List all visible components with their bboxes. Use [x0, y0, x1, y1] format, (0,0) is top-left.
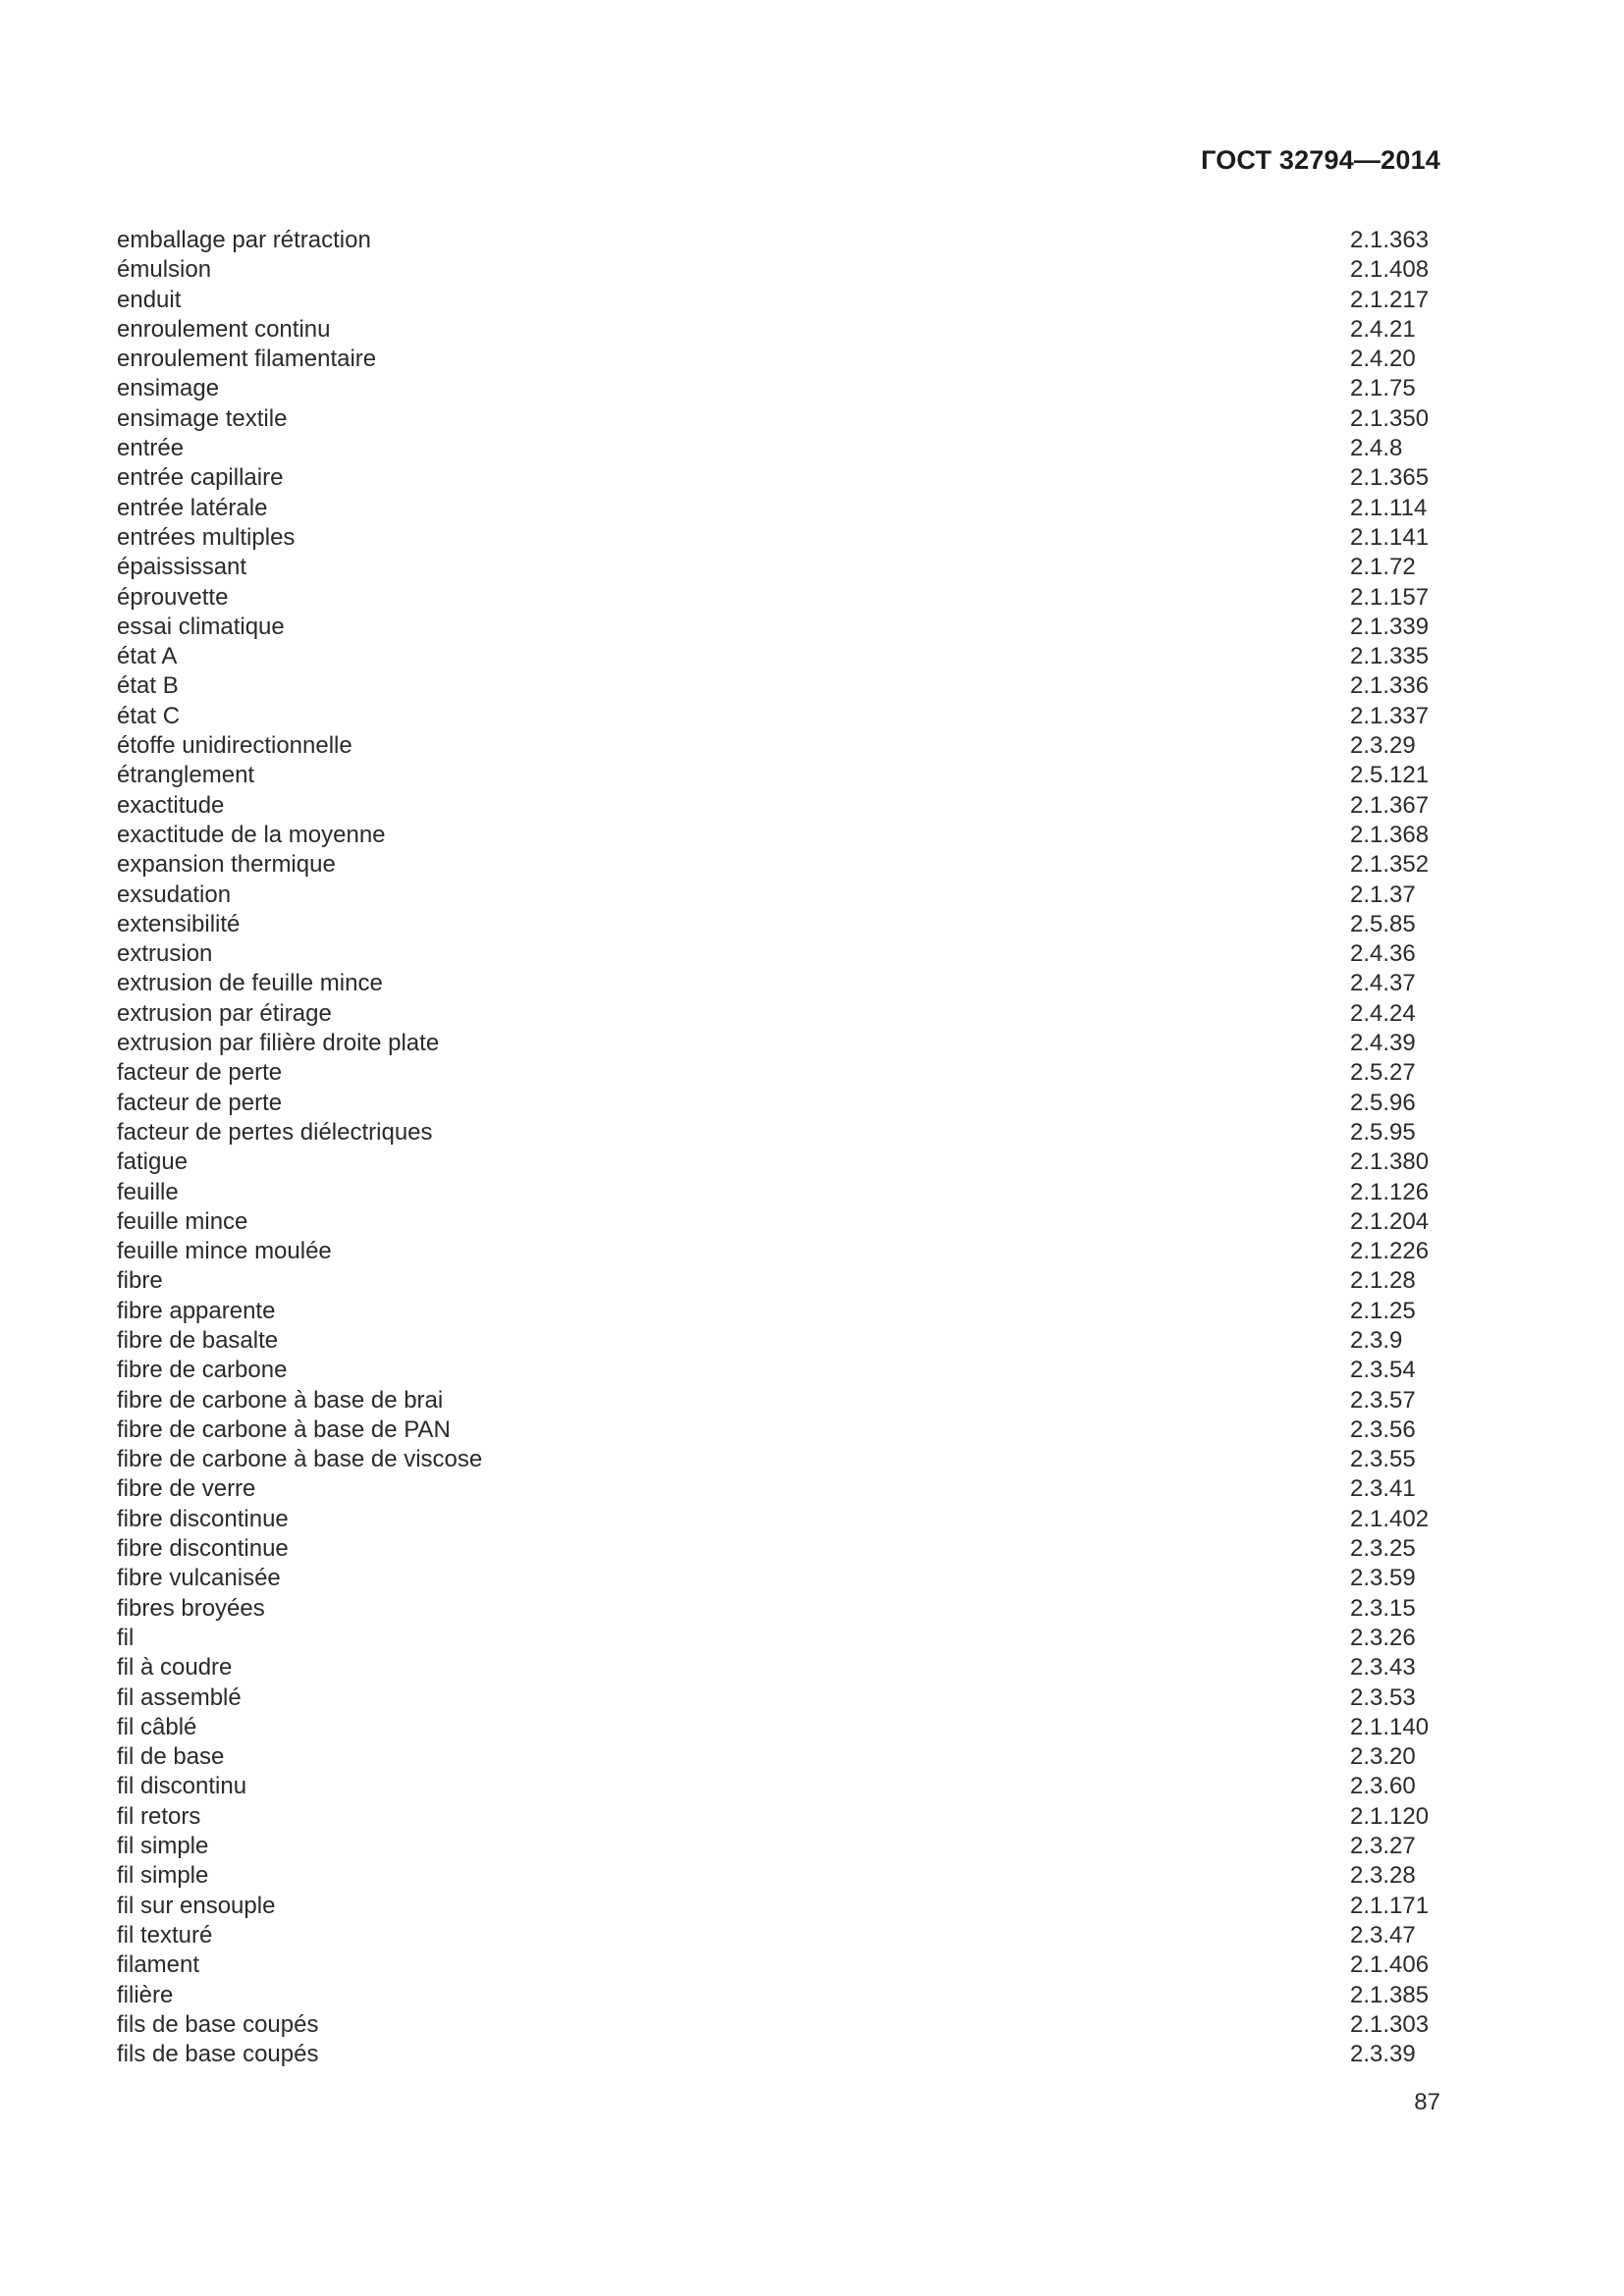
index-term: exactitude	[117, 791, 225, 819]
page-number: 87	[1414, 2089, 1440, 2115]
index-term: extrusion par étirage	[117, 999, 332, 1027]
index-entry	[117, 910, 1437, 939]
index-term: fil	[117, 1624, 135, 1651]
index-section-ref: 2.1.385	[1350, 1981, 1430, 2008]
index-section-ref: 2.3.57	[1350, 1386, 1416, 1414]
index-section-ref: 2.1.380	[1350, 1148, 1430, 1176]
index-term: fil de base	[117, 1743, 225, 1771]
index-term: exactitude de la moyenne	[117, 821, 386, 848]
index-section-ref: 2.3.25	[1350, 1535, 1416, 1563]
index-section-ref: 2.1.408	[1350, 256, 1430, 284]
index-section-ref: 2.1.367	[1350, 791, 1430, 819]
index-section-ref: 2.1.352	[1350, 851, 1430, 879]
index-entry	[117, 1981, 1437, 2010]
index-term: fil simple	[117, 1862, 209, 1890]
index-entry	[117, 1058, 1437, 1088]
index-term: exsudation	[117, 881, 232, 908]
index-entry	[117, 731, 1437, 761]
index-section-ref: 2.1.339	[1350, 613, 1430, 640]
index-section-ref: 2.1.303	[1350, 2010, 1430, 2038]
index-entry	[117, 791, 1437, 821]
index-term: fibres broyées	[117, 1594, 265, 1622]
index-section-ref: 2.4.24	[1350, 999, 1416, 1027]
index-term: extrusion de feuille mince	[117, 970, 383, 997]
index-term: fibre vulcanisée	[117, 1565, 281, 1592]
index-section-ref: 2.3.53	[1350, 1683, 1416, 1711]
index-entry	[117, 1713, 1437, 1742]
index-entry	[117, 1326, 1437, 1356]
index-entry	[117, 642, 1437, 671]
index-term: fils de base coupés	[117, 2041, 319, 2068]
index-entry	[117, 553, 1437, 582]
index-term: état C	[117, 702, 181, 729]
index-term: fibre	[117, 1267, 163, 1295]
index-entry	[117, 1564, 1437, 1593]
index-term: extrusion	[117, 940, 213, 968]
index-entry	[117, 1861, 1437, 1891]
index-term: extensibilité	[117, 910, 241, 937]
index-section-ref: 2.1.406	[1350, 1951, 1430, 1979]
index-term: fibre de carbone à base de PAN	[117, 1415, 451, 1443]
index-entry	[117, 939, 1437, 969]
index-entry	[117, 463, 1437, 493]
index-entry	[117, 523, 1437, 553]
index-term: fibre apparente	[117, 1297, 276, 1324]
index-section-ref: 2.4.37	[1350, 970, 1416, 997]
index-term: facteur de pertes diélectriques	[117, 1118, 433, 1146]
index-section-ref: 2.3.47	[1350, 1921, 1416, 1949]
index-section-ref: 2.3.29	[1350, 732, 1416, 760]
index-term: feuille mince	[117, 1207, 248, 1235]
index-entry	[117, 1683, 1437, 1713]
term-index-list	[117, 226, 1437, 2069]
index-entry	[117, 315, 1437, 345]
index-section-ref: 2.1.37	[1350, 881, 1416, 908]
index-section-ref: 2.3.60	[1350, 1773, 1416, 1800]
index-term: fils de base coupés	[117, 2010, 319, 2038]
index-term: fibre de carbone à base de viscose	[117, 1446, 483, 1473]
index-section-ref: 2.3.15	[1350, 1594, 1416, 1622]
index-entry	[117, 1178, 1437, 1207]
index-section-ref: 2.3.55	[1350, 1446, 1416, 1473]
index-entry	[117, 1266, 1437, 1296]
index-entry	[117, 1297, 1437, 1326]
index-entry	[117, 1892, 1437, 1921]
index-entry	[117, 1950, 1437, 1980]
index-term: état B	[117, 672, 179, 700]
index-entry	[117, 1802, 1437, 1832]
index-entry	[117, 821, 1437, 850]
index-entry	[117, 1118, 1437, 1148]
index-entry	[117, 613, 1437, 642]
index-section-ref: 2.1.368	[1350, 821, 1430, 848]
index-section-ref: 2.1.402	[1350, 1505, 1430, 1532]
index-entry	[117, 1653, 1437, 1682]
index-section-ref: 2.1.157	[1350, 583, 1430, 611]
index-term: enroulement filamentaire	[117, 346, 377, 373]
index-term: fibre de basalte	[117, 1326, 279, 1354]
index-term: expansion thermique	[117, 851, 336, 879]
index-section-ref: 2.4.36	[1350, 940, 1416, 968]
index-term: entrée	[117, 435, 185, 462]
index-term: fil à coudre	[117, 1654, 233, 1682]
index-term: feuille	[117, 1178, 179, 1205]
index-section-ref: 2.5.95	[1350, 1118, 1416, 1146]
index-section-ref: 2.1.126	[1350, 1178, 1430, 1205]
document-code: ГОСТ 32794—2014	[1201, 145, 1440, 175]
index-term: fibre de carbone à base de brai	[117, 1386, 444, 1414]
index-entry	[117, 1832, 1437, 1861]
index-section-ref: 2.1.336	[1350, 672, 1430, 700]
index-entry	[117, 255, 1437, 285]
index-section-ref: 2.1.75	[1350, 375, 1416, 402]
index-entry	[117, 1445, 1437, 1474]
index-term: facteur de perte	[117, 1059, 283, 1087]
index-term: fil assemblé	[117, 1683, 242, 1711]
index-entry	[117, 404, 1437, 434]
index-entry	[117, 1624, 1437, 1653]
index-section-ref: 2.3.27	[1350, 1833, 1416, 1860]
index-section-ref: 2.5.27	[1350, 1059, 1416, 1087]
index-entry	[117, 345, 1437, 374]
index-term: ensimage textile	[117, 404, 288, 432]
index-section-ref: 2.3.43	[1350, 1654, 1416, 1682]
index-entry	[117, 286, 1437, 315]
index-term: émulsion	[117, 256, 212, 284]
index-section-ref: 2.3.28	[1350, 1862, 1416, 1890]
index-term: épaississant	[117, 554, 247, 581]
index-entry	[117, 374, 1437, 403]
index-entry	[117, 434, 1437, 463]
index-entry	[117, 1474, 1437, 1504]
index-entry	[117, 1415, 1437, 1445]
index-term: éprouvette	[117, 583, 229, 611]
index-entry	[117, 2040, 1437, 2069]
index-section-ref: 2.1.141	[1350, 523, 1430, 551]
index-entry	[117, 969, 1437, 998]
index-section-ref: 2.1.335	[1350, 643, 1430, 670]
index-term: fil sur ensouple	[117, 1892, 276, 1919]
index-section-ref: 2.1.337	[1350, 702, 1430, 729]
index-entry	[117, 1148, 1437, 1177]
index-entry	[117, 1386, 1437, 1415]
index-term: fatigue	[117, 1148, 189, 1176]
index-term: entrée latérale	[117, 494, 268, 521]
index-term: fibre discontinue	[117, 1535, 289, 1563]
index-section-ref: 2.1.204	[1350, 1207, 1430, 1235]
index-term: étoffe unidirectionnelle	[117, 732, 352, 760]
index-section-ref: 2.1.226	[1350, 1238, 1430, 1265]
index-entry	[117, 881, 1437, 910]
index-entry	[117, 702, 1437, 731]
index-entry	[117, 1594, 1437, 1624]
index-section-ref: 2.1.72	[1350, 554, 1416, 581]
index-section-ref: 2.1.140	[1350, 1713, 1430, 1740]
index-section-ref: 2.1.114	[1350, 494, 1428, 521]
index-entry	[117, 2010, 1437, 2040]
index-section-ref: 2.1.363	[1350, 227, 1430, 253]
index-section-ref: 2.4.8	[1350, 435, 1403, 462]
index-entry	[117, 1356, 1437, 1385]
index-term: entrée capillaire	[117, 464, 284, 492]
index-section-ref: 2.1.171	[1350, 1892, 1430, 1919]
index-term: filament	[117, 1951, 200, 1979]
index-entry	[117, 1534, 1437, 1564]
index-section-ref: 2.3.9	[1350, 1326, 1403, 1354]
index-term: emballage par rétraction	[117, 227, 371, 253]
index-entry	[117, 1505, 1437, 1534]
index-section-ref: 2.1.350	[1350, 404, 1430, 432]
index-section-ref: 2.1.25	[1350, 1297, 1416, 1324]
index-term: fil texturé	[117, 1921, 213, 1949]
index-term: étranglement	[117, 762, 255, 789]
index-entry	[117, 999, 1437, 1029]
index-term: fibre de carbone	[117, 1357, 288, 1384]
index-term: extrusion par filière droite plate	[117, 1030, 440, 1057]
index-entry	[117, 1029, 1437, 1058]
index-term: filière	[117, 1981, 174, 2008]
index-term: fil retors	[117, 1802, 201, 1830]
index-term: feuille mince moulée	[117, 1238, 332, 1265]
index-entry	[117, 1237, 1437, 1266]
index-entry	[117, 1921, 1437, 1950]
index-entry	[117, 226, 1437, 255]
index-entry	[117, 761, 1437, 790]
index-term: facteur de perte	[117, 1089, 283, 1116]
index-entry	[117, 671, 1437, 701]
index-entry	[117, 494, 1437, 523]
index-entry	[117, 1742, 1437, 1772]
index-section-ref: 2.4.21	[1350, 315, 1416, 343]
index-section-ref: 2.5.96	[1350, 1089, 1416, 1116]
index-term: ensimage	[117, 375, 220, 402]
index-term: enroulement continu	[117, 315, 331, 343]
index-entry	[117, 1772, 1437, 1801]
index-term: entrées multiples	[117, 523, 296, 551]
index-section-ref: 2.4.39	[1350, 1030, 1416, 1057]
index-section-ref: 2.1.217	[1350, 286, 1430, 313]
index-entry	[117, 850, 1437, 880]
index-term: fil câblé	[117, 1713, 197, 1740]
index-section-ref: 2.5.85	[1350, 910, 1416, 937]
index-section-ref: 2.3.39	[1350, 2041, 1416, 2068]
index-section-ref: 2.3.26	[1350, 1624, 1416, 1651]
index-section-ref: 2.3.20	[1350, 1743, 1416, 1771]
index-term: état A	[117, 643, 178, 670]
index-section-ref: 2.3.56	[1350, 1415, 1416, 1443]
index-term: fibre discontinue	[117, 1505, 289, 1532]
index-section-ref: 2.1.120	[1350, 1802, 1430, 1830]
index-term: fil discontinu	[117, 1773, 247, 1800]
index-section-ref: 2.3.54	[1350, 1357, 1416, 1384]
index-term: fil simple	[117, 1833, 209, 1860]
index-term: essai climatique	[117, 613, 285, 640]
index-term: fibre de verre	[117, 1475, 256, 1503]
index-section-ref: 2.1.28	[1350, 1267, 1416, 1295]
index-entry	[117, 1207, 1437, 1237]
index-entry	[117, 583, 1437, 613]
index-section-ref: 2.4.20	[1350, 346, 1416, 373]
index-term: enduit	[117, 286, 182, 313]
index-section-ref: 2.5.121	[1350, 762, 1430, 789]
index-section-ref: 2.3.59	[1350, 1565, 1416, 1592]
index-entry	[117, 1089, 1437, 1118]
index-section-ref: 2.1.365	[1350, 464, 1430, 492]
index-section-ref: 2.3.41	[1350, 1475, 1416, 1503]
